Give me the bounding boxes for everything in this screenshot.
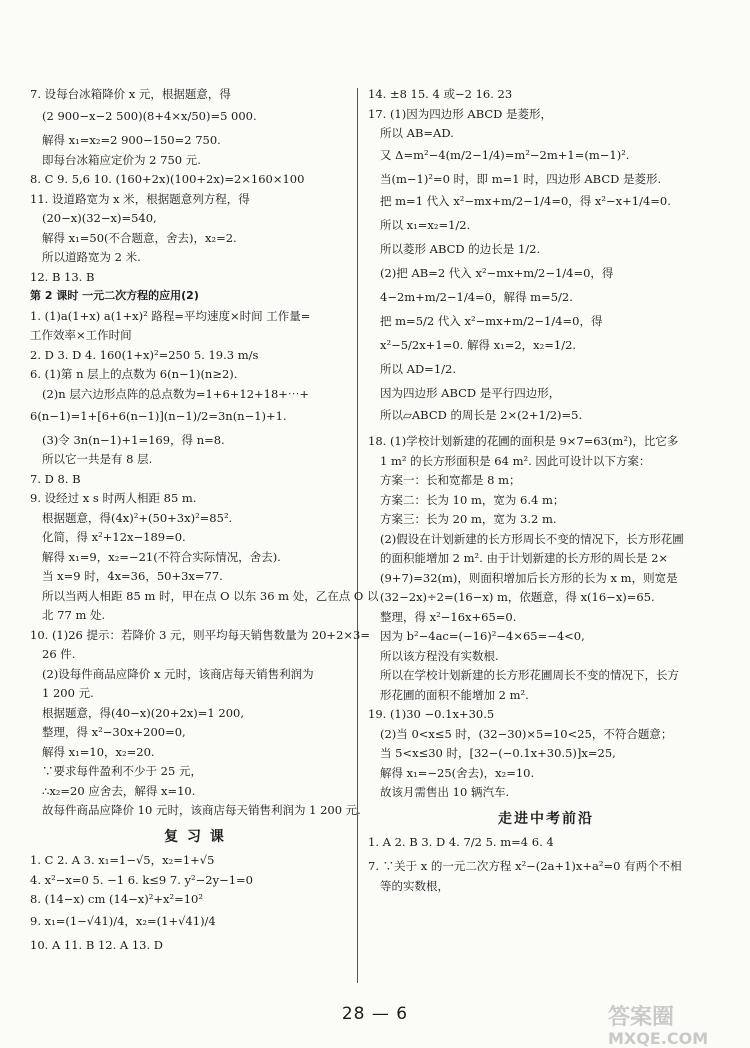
text-line: 10. A 11. B 12. A 13. D bbox=[30, 938, 164, 952]
text-line: 所以该方程没有实数根. bbox=[380, 648, 499, 663]
text-line: ∵要求每件盈利不少于 25 元， bbox=[42, 764, 202, 778]
text-line: 北 77 m 处. bbox=[42, 608, 106, 622]
text-line: 又 Δ=m²−4(m/2−1/4)=m²−2m+1=(m−1)². bbox=[380, 148, 630, 162]
text-line: (2)设每件商品应降价 x 元时，该商店每天销售利润为 bbox=[42, 666, 314, 681]
text-line: (9+7)=32(m)，则面积增加后长方形的长为 x m，则宽是 bbox=[380, 570, 678, 585]
text-line: 当(m−1)²=0 时，即 m=1 时，四边形 ABCD 是菱形. bbox=[380, 172, 662, 186]
review-heading: 复 习 课 bbox=[164, 829, 226, 845]
text-line: 化简，得 x²+12x−189=0. bbox=[42, 530, 186, 544]
text-line: (32−2x)÷2=(16−x) m，依题意，得 x(16−x)=65. bbox=[380, 590, 655, 604]
text-line: (3)令 3n(n−1)+1=169，得 n=8. bbox=[42, 432, 225, 447]
text-line: (20−x)(32−x)=540, bbox=[42, 211, 157, 225]
text-line: 1 200 元. bbox=[42, 686, 94, 700]
text-line: 17. (1)因为四边形 ABCD 是菱形， bbox=[368, 106, 553, 121]
text-line: 所以当两人相距 85 m 时，甲在点 O 以东 36 m 处，乙在点 O 以 bbox=[42, 588, 379, 603]
text-line: 12. B 13. B bbox=[30, 269, 95, 284]
left-column bbox=[30, 86, 379, 957]
text-line: 方案二：长为 10 m，宽为 6.4 m； bbox=[380, 492, 565, 507]
text-line: 根据题意，得(40−x)(20+2x)=1 200, bbox=[42, 705, 244, 720]
text-line: 7. D 8. B bbox=[30, 471, 81, 486]
text-line: 故该月需售出 10 辆汽车. bbox=[380, 785, 510, 799]
text-line: 所以 AB=AD. bbox=[380, 126, 454, 140]
text-line: 等的实数根， bbox=[380, 878, 449, 893]
text-line: 解得 x₁=10，x₂=20. bbox=[42, 744, 155, 759]
text-line: 1. (1)a(1+x) a(1+x)² 路程=平均速度×时间 工作量= bbox=[30, 308, 311, 323]
text-line: 8. C 9. 5,6 10. (160+2x)(100+2x)=2×160×100 bbox=[30, 172, 305, 186]
text-line: 因为四边形 ABCD 是平行四边形， bbox=[380, 386, 561, 400]
text-line: 所以菱形 ABCD 的边长是 1/2. bbox=[380, 242, 541, 256]
text-line: 10. (1)26 提示：若降价 3 元，则平均每天销售数量为 20+2×3= bbox=[30, 627, 370, 642]
text-line: 故每件商品应降价 10 元时，该商店每天销售利润为 1 200 元. bbox=[42, 803, 361, 817]
section-title: 第 2 课时 一元二次方程的应用(2) bbox=[30, 289, 199, 302]
text-line: 即每台冰箱应定价为 2 750 元. bbox=[42, 152, 201, 167]
text-line: 当 5<x≤30 时，[32−(−0.1x+30.5)]x=25, bbox=[380, 746, 616, 760]
text-line: 所以道路宽为 2 米. bbox=[42, 250, 141, 264]
text-line: 方案三：长为 20 m，宽为 3.2 m. bbox=[380, 512, 557, 526]
text-line: 根据题意，得(4x)²+(50+3x)²=85². bbox=[42, 510, 233, 525]
text-line: (2)当 0<x≤5 时，(32−30)×5=10<25，不符合题意； bbox=[380, 726, 673, 741]
watermark-url: MXQE.COM bbox=[608, 1029, 709, 1048]
text-line: 解得 x₁=9，x₂=−21(不符合实际情况，舍去). bbox=[42, 549, 281, 564]
text-line: 所以在学校计划新建的长方形花圃周长不变的情况下，长方 bbox=[380, 668, 679, 682]
text-line: 4−2m+m/2−1/4=0，解得 m=5/2. bbox=[380, 290, 573, 304]
text-line: 26 件. bbox=[42, 647, 76, 661]
text-line: (2)假设在计划新建的长方形周长不变的情况下，长方形花圃 bbox=[380, 531, 684, 546]
text-line: x²−5/2x+1=0. 解得 x₁=2，x₂=1/2. bbox=[380, 338, 577, 352]
text-line: (2)n 层六边形点阵的总点数为=1+6+12+18+⋯+ bbox=[42, 386, 310, 401]
text-line: 解得 x₁=−25(舍去)，x₂=10. bbox=[380, 765, 535, 780]
text-line: 方案一：长和宽都是 8 m； bbox=[380, 473, 521, 487]
text-line: 14. ±8 15. 4 或−2 16. 23 bbox=[368, 87, 513, 101]
text-line: 9. x₁=(1−√41)/4，x₂=(1+√41)/4 bbox=[30, 914, 216, 928]
text-line: 1. C 2. A 3. x₁=1−√5，x₂=1+√5 bbox=[30, 853, 215, 867]
text-line: 1 m² 的长方形面积是 64 m². 因此可设计以下方案： bbox=[380, 453, 651, 468]
page-number: 28 — 6 bbox=[341, 1004, 409, 1024]
text-line: (2)把 AB=2 代入 x²−mx+m/2−1/4=0，得 bbox=[380, 266, 614, 280]
watermark bbox=[608, 1000, 738, 1048]
text-line: 所以 x₁=x₂=1/2. bbox=[380, 218, 471, 232]
text-line: 因为 b²−4ac=(−16)²−4×65=−4<0, bbox=[380, 629, 585, 643]
text-line: 所以▱ABCD 的周长是 2×(2+1/2)=5. bbox=[380, 408, 583, 422]
text-line: (2 900−x−2 500)(8+4×x/50)=5 000. bbox=[42, 109, 257, 123]
text-line: 18. (1)学校计划新建的花圃的面积是 9×7=63(m²)，比它多 bbox=[368, 434, 679, 448]
text-line: 1. A 2. B 3. D 4. 7/2 5. m=4 6. 4 bbox=[368, 835, 554, 849]
text-line: 6(n−1)=1+[6+6(n−1)](n−1)/2=3n(n−1)+1. bbox=[30, 408, 287, 423]
text-line: 19. (1)30 −0.1x+30.5 bbox=[368, 707, 495, 721]
text-line: 整理，得 x²−30x+200=0, bbox=[42, 725, 186, 739]
text-line: 9. 设经过 x s 时两人相距 85 m. bbox=[30, 491, 197, 505]
text-line: 2. D 3. D 4. 160(1+x)²=250 5. 19.3 m/s bbox=[30, 347, 259, 362]
text-line: 解得 x₁=x₂=2 900−150=2 750. bbox=[42, 133, 221, 147]
text-line: 解得 x₁=50(不合题意，舍去)，x₂=2. bbox=[42, 230, 237, 245]
text-line: 工作效率×工作时间 bbox=[30, 328, 132, 342]
text-line: 6. (1)第 n 层上的点数为 6(n−1)(n≥2). bbox=[30, 367, 238, 381]
text-line: 所以 AD=1/2. bbox=[380, 362, 456, 376]
watermark-logo-text: 答案圈 bbox=[608, 1005, 675, 1030]
right-column bbox=[368, 86, 724, 897]
text-line: 整理，得 x²−16x+65=0. bbox=[380, 609, 517, 624]
frontier-heading: 走进中考前沿 bbox=[498, 811, 594, 827]
text-line: 8. (14−x) cm (14−x)²+x²=10² bbox=[30, 892, 203, 906]
text-line: 7. 设每台冰箱降价 x 元，根据题意，得 bbox=[30, 87, 231, 101]
text-line: 形花圃的面积不能增加 2 m². bbox=[380, 687, 529, 702]
text-line: 4. x²−x=0 5. −1 6. k≤9 7. y²−2y−1=0 bbox=[30, 872, 253, 887]
text-line: 所以它一共是有 8 层. bbox=[42, 452, 153, 466]
text-line: 把 m=1 代入 x²−mx+m/2−1/4=0，得 x²−x+1/4=0. bbox=[380, 194, 671, 208]
text-line: ∴x₂=20 应舍去，解得 x=10. bbox=[42, 783, 196, 798]
text-line: 的面积能增加 2 m². 由于计划新建的长方形的周长是 2× bbox=[380, 551, 669, 565]
text-line: 11. 设道路宽为 x 米，根据题意列方程，得 bbox=[30, 191, 250, 206]
text-line: 7. ∵关于 x 的一元二次方程 x²−(2a+1)x+a²=0 有两个不相 bbox=[368, 859, 682, 873]
text-line: 把 m=5/2 代入 x²−mx+m/2−1/4=0，得 bbox=[380, 314, 603, 328]
text-line: 当 x=9 时，4x=36，50+3x=77. bbox=[42, 569, 223, 583]
